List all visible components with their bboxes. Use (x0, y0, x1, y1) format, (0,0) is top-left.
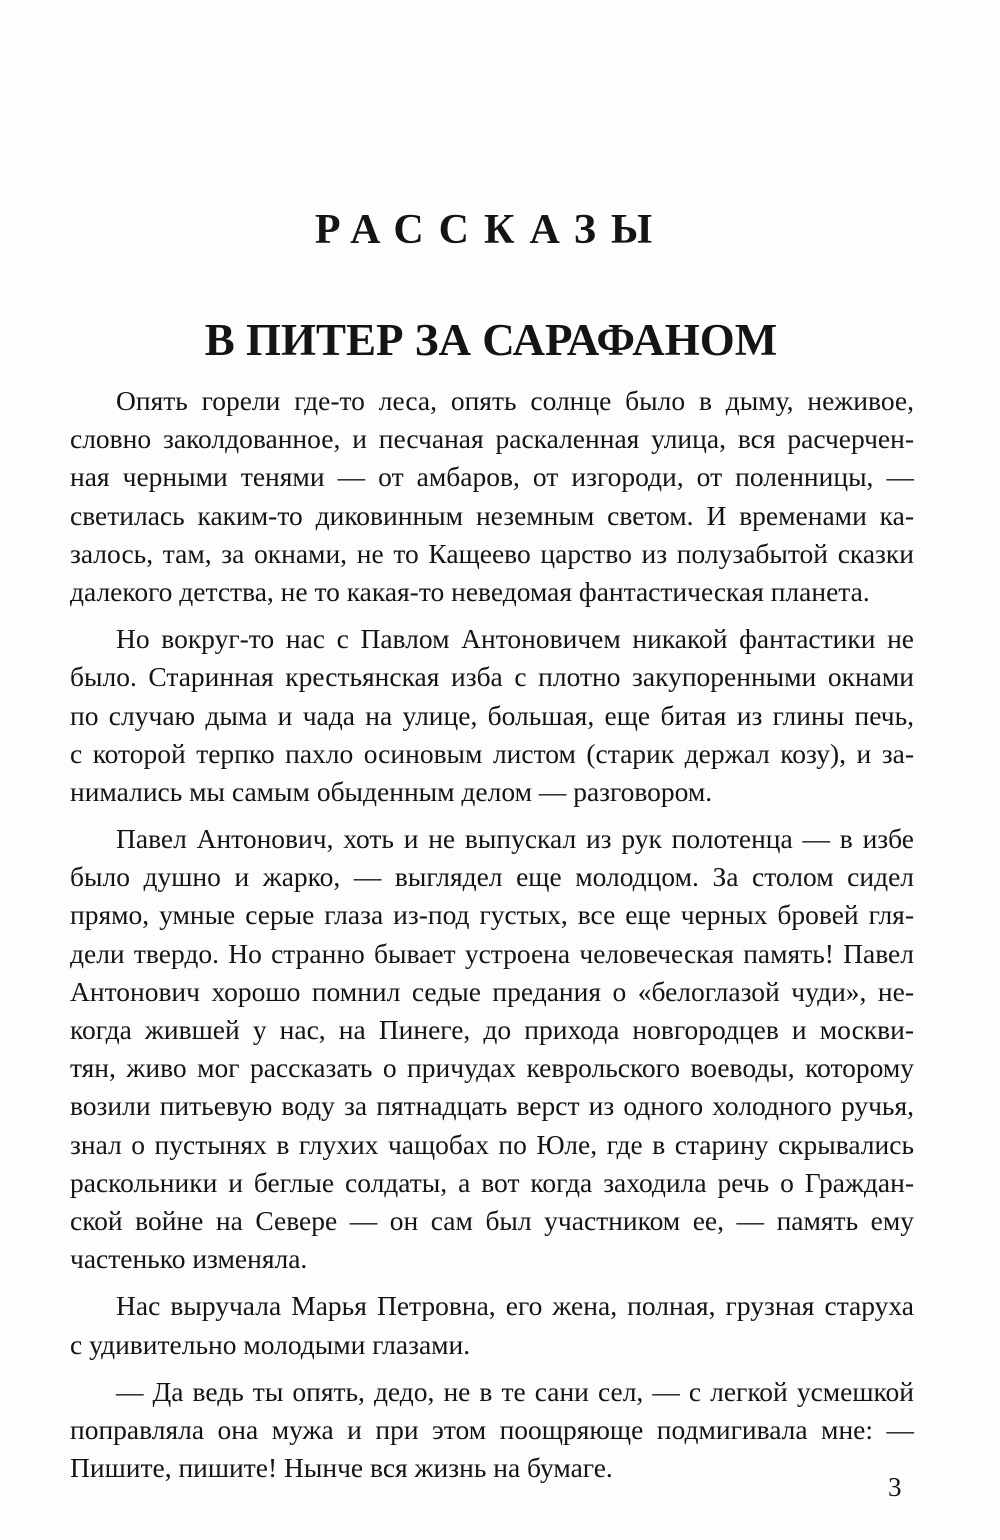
text-line: светилась каким-то диковинным неземным светом. И временами ка- (70, 499, 914, 531)
paragraph-4 (70, 1287, 914, 1363)
text-line: прямо, умные серые глаза из-под густых, все еще черных бровей гля- (70, 899, 914, 931)
text-line: Антонович хорошо помнил седые предания о «белоглазой чуди», не- (70, 975, 914, 1007)
text-line: Павел Антонович, хоть и не выпускал из рук полотенца — в избе (116, 823, 914, 855)
text-line: поправляла она мужа и при этом поощряюще подмигивала мне: — (70, 1413, 914, 1445)
text-line: Нас выручала Марья Петровна, его жена, полная, грузная старуха (116, 1290, 914, 1322)
paragraph-5 (70, 1373, 914, 1488)
text-line: было. Старинная крестьянская изба с плотно закупоренными окнами (70, 661, 914, 693)
text-line: ная черными тенями — от амбаров, от изгороди, от поленницы, — (70, 461, 914, 493)
paragraph-3 (70, 820, 914, 1278)
text-line: было душно и жарко, — выглядел еще молодцом. За столом сидел (70, 861, 914, 893)
text-line: по случаю дыма и чада на улице, большая, еще битая из глины печь, (70, 699, 914, 731)
text-line: нимались мы самым обыденным делом — разговором. (70, 775, 713, 807)
text-line: далекого детства, не то какая-то неведомая фантастическая планета. (70, 575, 870, 607)
text-line: залось, там, за окнами, не то Кащеево царство из полузабытой сказки (70, 537, 914, 569)
text-line: ской войне на Севере — он сам был участником ее, — память ему (70, 1204, 914, 1236)
paragraph-1 (70, 382, 914, 611)
text-line: — Да ведь ты опять, дедо, не в те сани сел, — с легкой усмешкой (116, 1375, 914, 1407)
text-line: частенько изменяла. (70, 1243, 308, 1275)
text-line: возили питьевую воду за пятнадцать верст из одного холодного ручья, (70, 1090, 914, 1122)
text-line: с удивительно молодыми глазами. (70, 1328, 471, 1360)
text-line: когда жившей у нас, на Пинеге, до прихода новгородцев и москви- (70, 1014, 914, 1045)
text-line: с которой терпко пахло осиновым листом (старик держал козу), и за- (70, 737, 914, 769)
text-line: Но вокруг-то нас с Павлом Антоновичем никакой фантастики не (116, 623, 914, 655)
text-line: знал о пустынях в глухих чащобах по Юле, где в старину скрывались (70, 1128, 914, 1160)
text-line: тян, живо мог рассказать о причудах кеврольского воеводы, которому (70, 1052, 914, 1084)
story-body (70, 382, 914, 1487)
paragraph-2 (70, 620, 914, 811)
page-number: 3 (888, 1472, 902, 1502)
text-line: словно заколдованное, и песчаная раскаленная улица, вся расчерчен- (70, 423, 914, 455)
text-line: дели твердо. Но странно бывает устроена человеческая память! Павел (70, 937, 914, 969)
story-title: В ПИТЕР ЗА САРАФАНОМ (204, 315, 778, 365)
text-line: Опять горели где-то леса, опять солнце было в дыму, неживое, (116, 385, 914, 416)
section-heading: РАССКАЗЫ (314, 207, 668, 253)
text-line: раскольники и беглые солдаты, а вот когда заходила речь о Граждан- (70, 1166, 914, 1198)
text-line: Пишите, пишите! Нынче вся жизнь на бумаге. (70, 1452, 613, 1484)
